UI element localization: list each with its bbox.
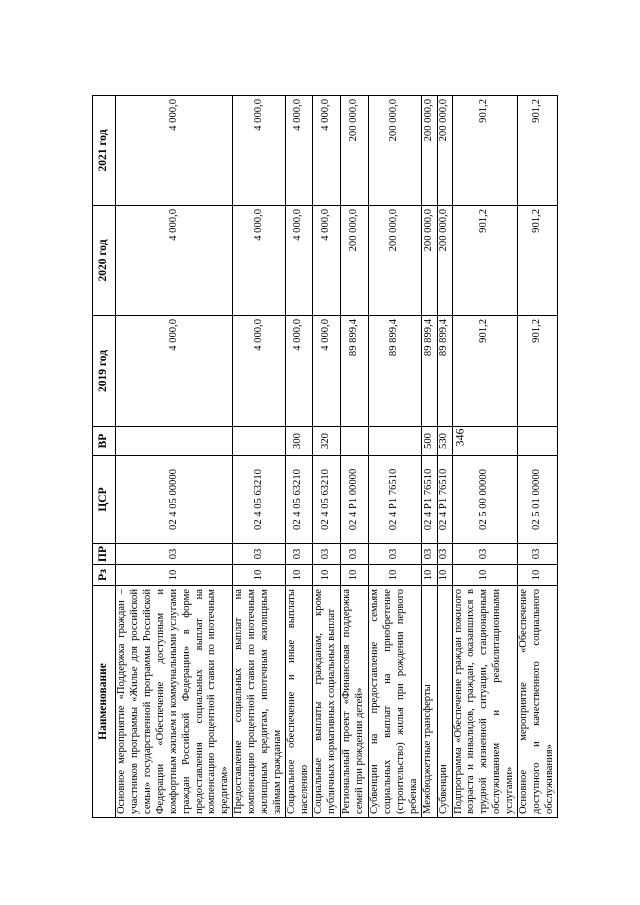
row-2020: 200 000,0 [340, 206, 368, 316]
budget-table [92, 95, 558, 818]
row-csr: 02 4 P1 00000 [340, 456, 368, 544]
row-name: Социальные выплаты гражданам, кроме публичных нормативных социальных выплат [312, 586, 340, 818]
row-name: Социальное обеспечение и иные выплаты населению [285, 586, 312, 818]
row-2019: 4 000,0 [116, 316, 233, 427]
row-name: Предоставление социальных выплат на компенсацию процентной ставки по ипотечным жилищным кредитам, ипотечным жилищным займам гражданам [233, 586, 286, 818]
header-pr: ПР [93, 544, 116, 565]
row-name: Подпрограмма «Обеспечение граждан пожилого возраста и инвалидов, граждан, оказавшихся в трудной жизненной ситуации, стационарным обслуживанием и реабилитационными услугами» [452, 586, 518, 818]
row-pr: 03 [340, 544, 368, 565]
row-2019: 901,2 [518, 316, 558, 427]
table-row [421, 96, 437, 818]
row-rz: 10 [233, 565, 286, 586]
row-2021: 4 000,0 [116, 96, 233, 206]
row-pr: 03 [421, 544, 437, 565]
row-csr: 02 4 05 63210 [285, 456, 312, 544]
page-number: 346 [452, 428, 467, 447]
row-2021: 4 000,0 [233, 96, 286, 206]
row-2020: 200 000,0 [421, 206, 437, 316]
row-csr: 02 4 05 63210 [312, 456, 340, 544]
row-vr: 530 [437, 427, 452, 456]
row-pr: 03 [233, 544, 286, 565]
row-2021: 4 000,0 [285, 96, 312, 206]
row-vr [452, 427, 518, 456]
header-2021: 2021 год [93, 96, 116, 206]
row-csr: 02 4 P1 76510 [421, 456, 437, 544]
row-2019: 89 899,4 [368, 316, 421, 427]
row-vr: 500 [421, 427, 437, 456]
row-2020: 200 000,0 [368, 206, 421, 316]
row-csr: 02 4 P1 76510 [368, 456, 421, 544]
table-row [452, 96, 518, 818]
row-vr [116, 427, 233, 456]
row-rz: 10 [518, 565, 558, 586]
table-row [285, 96, 312, 818]
row-vr [233, 427, 286, 456]
row-2019: 89 899,4 [437, 316, 452, 427]
row-2020: 4 000,0 [233, 206, 286, 316]
table-row [312, 96, 340, 818]
row-2021: 200 000,0 [368, 96, 421, 206]
row-pr: 03 [518, 544, 558, 565]
row-pr: 03 [368, 544, 421, 565]
row-rz: 10 [452, 565, 518, 586]
row-csr: 02 4 P1 76510 [437, 456, 452, 544]
row-2021: 200 000,0 [437, 96, 452, 206]
row-rz: 10 [421, 565, 437, 586]
row-pr: 03 [285, 544, 312, 565]
rotated-page-content [92, 96, 555, 818]
row-csr: 02 5 00 00000 [452, 456, 518, 544]
table-row [368, 96, 421, 818]
row-2019: 4 000,0 [233, 316, 286, 427]
header-2019: 2019 год [93, 316, 116, 427]
header-csr: ЦСР [93, 456, 116, 544]
row-2019: 89 899,4 [421, 316, 437, 427]
row-vr [340, 427, 368, 456]
header-2020: 2020 год [93, 206, 116, 316]
row-2020: 4 000,0 [285, 206, 312, 316]
table-row [116, 96, 233, 818]
row-rz: 10 [340, 565, 368, 586]
table-header-row [93, 96, 116, 818]
row-rz: 10 [312, 565, 340, 586]
row-pr: 03 [116, 544, 233, 565]
table-row [233, 96, 286, 818]
row-rz: 10 [285, 565, 312, 586]
row-vr [518, 427, 558, 456]
row-name: Субвенции [437, 586, 452, 818]
row-pr: 03 [452, 544, 518, 565]
row-2020: 200 000,0 [437, 206, 452, 316]
row-rz: 10 [116, 565, 233, 586]
table-row [340, 96, 368, 818]
header-rz: Рз [93, 565, 116, 586]
row-2019: 4 000,0 [312, 316, 340, 427]
row-2020: 901,2 [518, 206, 558, 316]
row-2021: 901,2 [518, 96, 558, 206]
row-2019: 89 899,4 [340, 316, 368, 427]
row-2020: 4 000,0 [116, 206, 233, 316]
row-csr: 02 4 05 00000 [116, 456, 233, 544]
row-2021: 4 000,0 [312, 96, 340, 206]
row-name: Основное мероприятие «Поддержка граждан – участников программы «Жилье для российской семьи» государственной программы Российской Федерации «Обеспечение доступным и комфортным жильем и коммунальными услугами граждан Российской Федерации» в форме предоставления социальных выплат на компенсацию процентной ставки по ипотечным кредитам» [116, 586, 233, 818]
row-rz: 10 [437, 565, 452, 586]
row-2021: 200 000,0 [340, 96, 368, 206]
row-vr [368, 427, 421, 456]
row-2020: 901,2 [452, 206, 518, 316]
row-2019: 901,2 [452, 316, 518, 427]
row-name: Субвенции на предоставление семьям социальных выплат на приобретение (строительство) жилья при рождении первого ребенка [368, 586, 421, 818]
row-2020: 4 000,0 [312, 206, 340, 316]
header-vr: ВР [93, 427, 116, 456]
table-row [437, 96, 452, 818]
row-vr: 300 [285, 427, 312, 456]
row-csr: 02 4 05 63210 [233, 456, 286, 544]
row-vr: 320 [312, 427, 340, 456]
table-row [518, 96, 558, 818]
row-2021: 901,2 [452, 96, 518, 206]
row-2021: 200 000,0 [421, 96, 437, 206]
row-name: Основное мероприятие «Обеспечение доступного и качественного социального обслуживания» [518, 586, 558, 818]
row-rz: 10 [368, 565, 421, 586]
header-name: Наименование [93, 586, 116, 818]
row-2019: 4 000,0 [285, 316, 312, 427]
row-name: Региональный проект «Финансовая поддержка семей при рождении детей» [340, 586, 368, 818]
row-csr: 02 5 01 00000 [518, 456, 558, 544]
row-name: Межбюджетные трансферты [421, 586, 437, 818]
row-pr: 03 [437, 544, 452, 565]
row-pr: 03 [312, 544, 340, 565]
